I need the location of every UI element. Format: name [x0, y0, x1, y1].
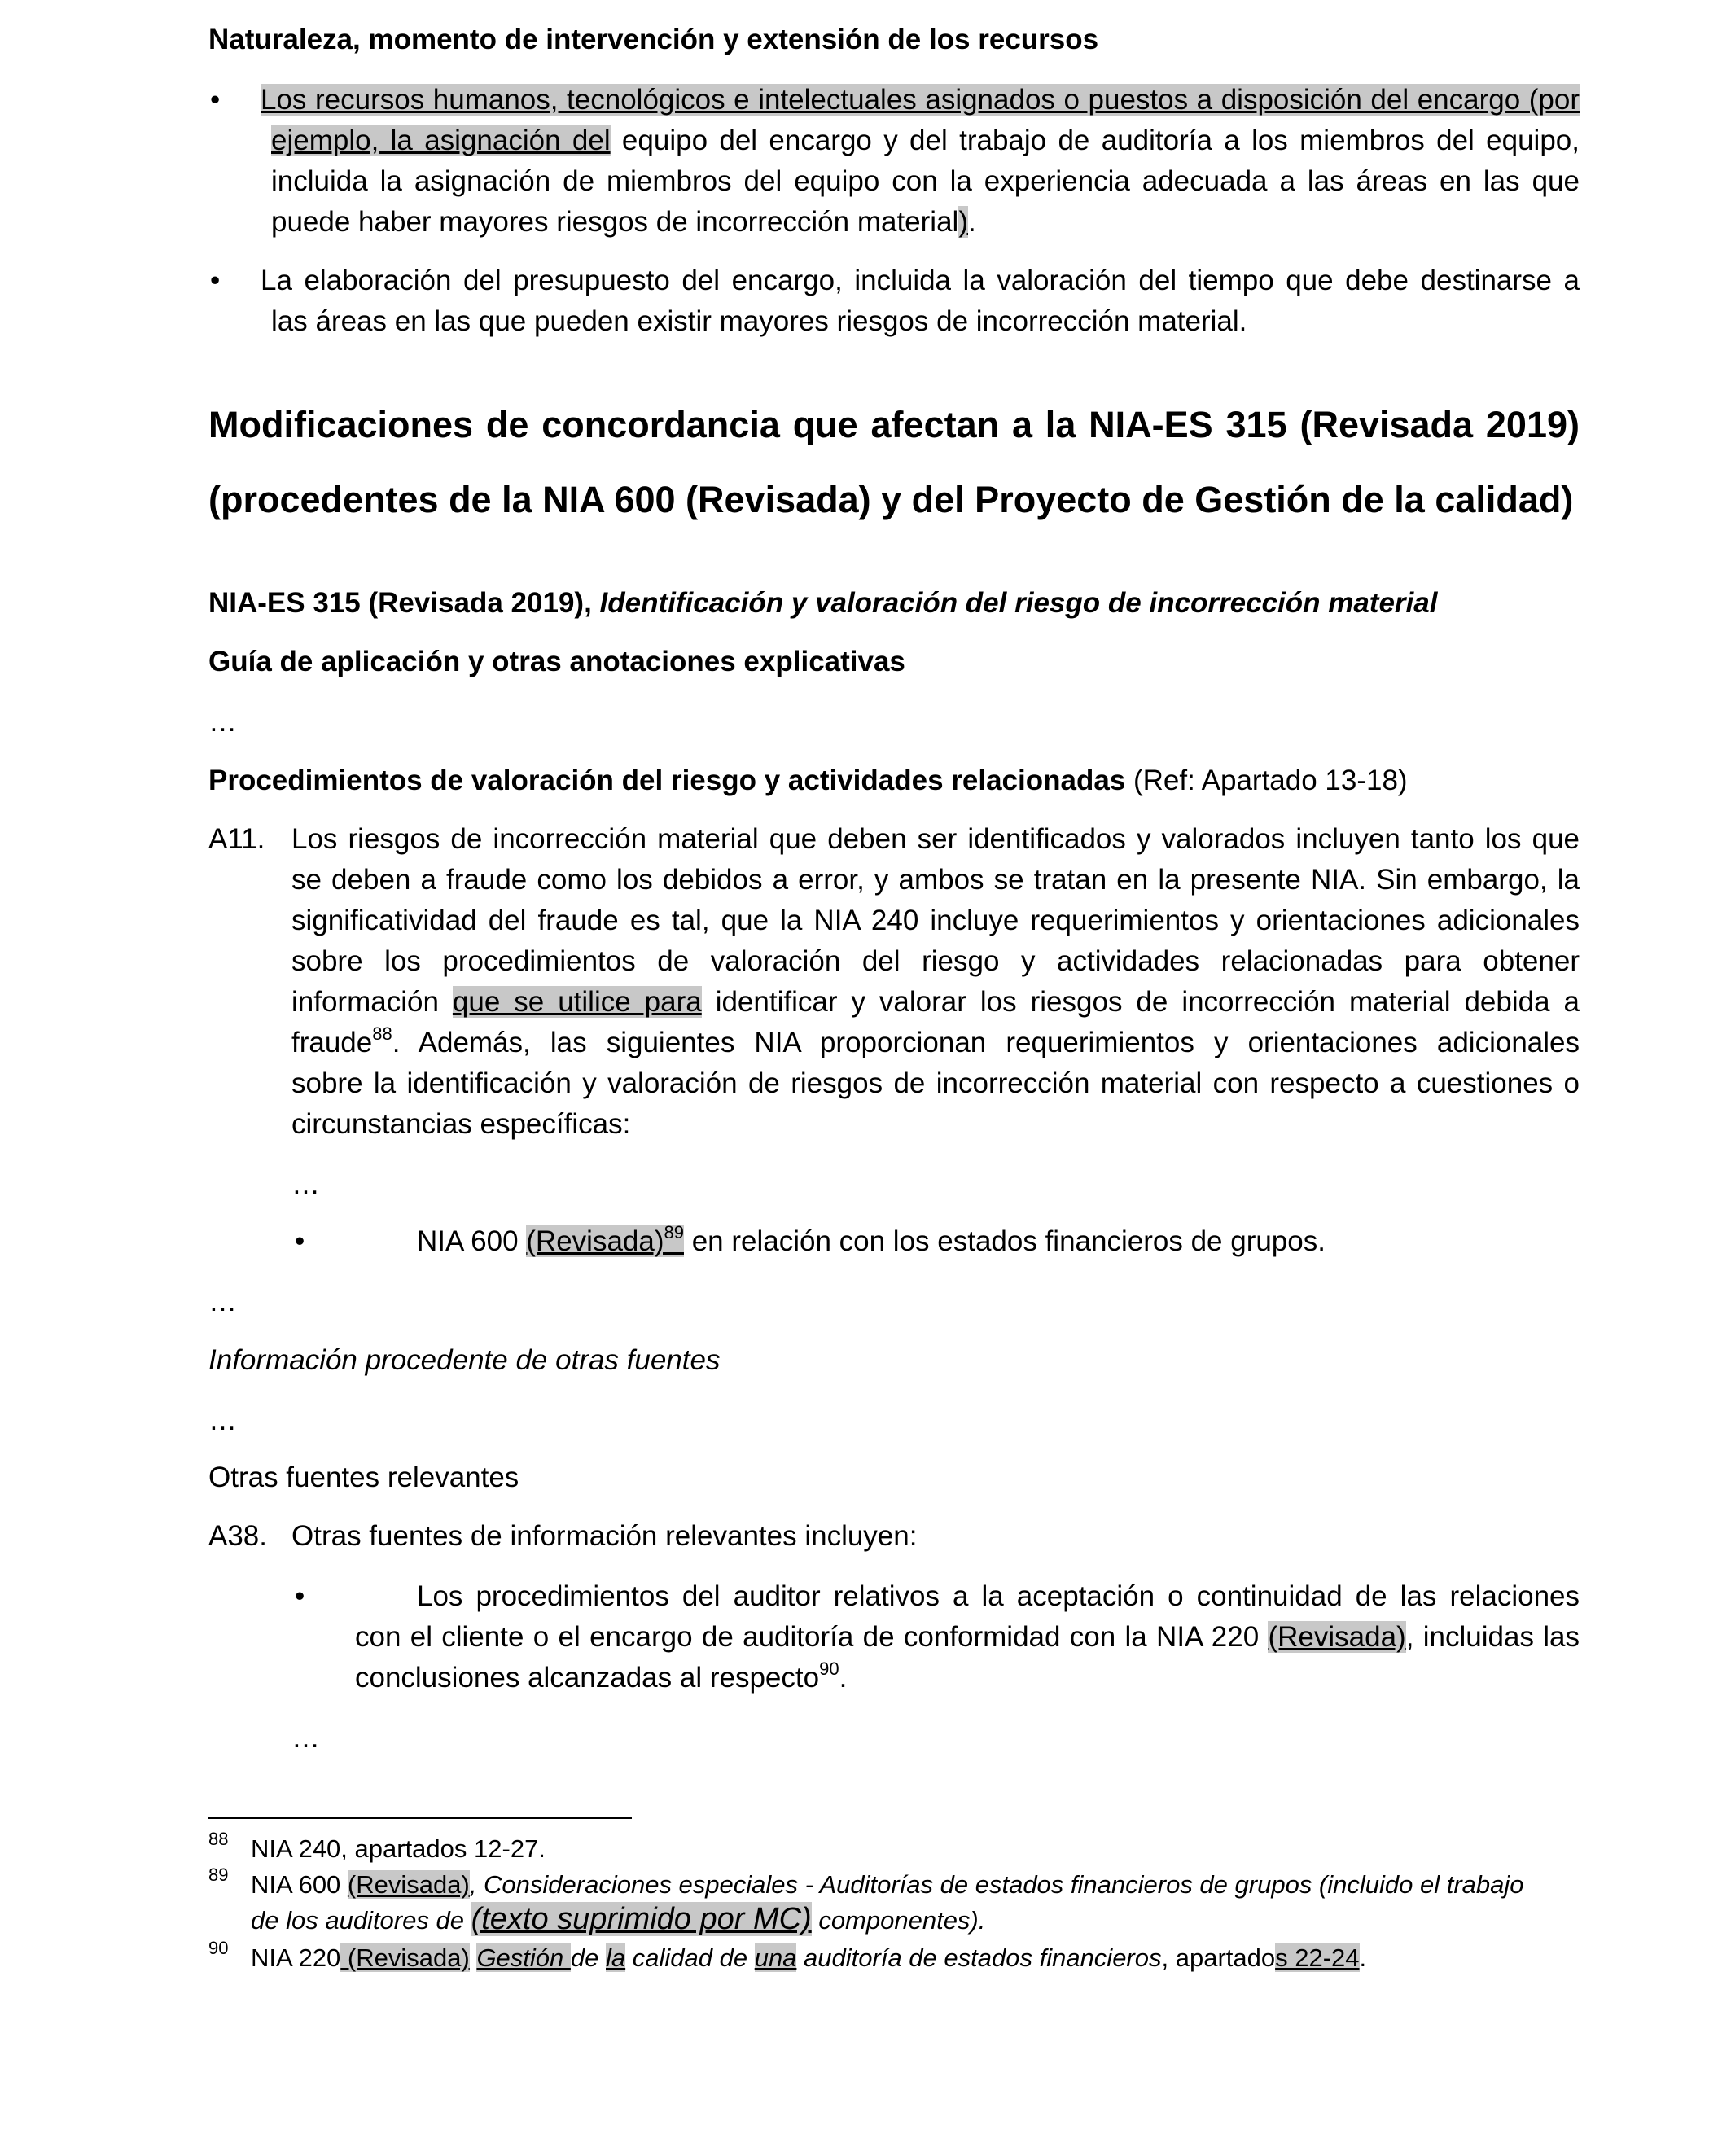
a11-bullet-nia-600: NIA 600 (Revisada)$^{89}$ en relación con los estados financieros de grupos. [417, 1222, 1326, 1257]
ellipsis: … [208, 1404, 237, 1436]
bullet-marker: • [295, 1580, 305, 1612]
section-heading: Naturaleza, momento de intervención y extensión de los recursos [208, 24, 1099, 55]
bullet-1-line-4: puede haber mayores riesgos de incorrección material). [271, 206, 976, 238]
bullet-marker: • [210, 84, 221, 116]
a11-line-1: Los riesgos de incorrección material que deben ser identificados y valorados incluyen tanto los que [291, 823, 1580, 855]
bullet-1-line-1: Los recursos humanos, tecnológicos e intelectuales asignados o puestos a disposición del encargo (por [261, 84, 1580, 116]
a11-line-2: se deben a fraude como los debidos a error, y ambos se tratan en la presente NIA. Sin embargo, la [291, 864, 1580, 896]
footnote-ref[interactable]: 88 [372, 1023, 392, 1045]
nia-title: NIA-ES 315 (Revisada 2019), Identificación y valoración del riesgo de incorrección material [208, 587, 1438, 619]
bullet-1-line-2: ejemplo, la asignación del equipo del encargo y del trabajo de auditoría a los miembros del equipo, [271, 125, 1580, 156]
footnote-separator [208, 1817, 632, 1819]
main-heading-line-2: (procedentes de la NIA 600 (Revisada) y del Proyecto de Gestión de la calidad) [208, 479, 1574, 520]
bullet-1-line-3: incluida la asignación de miembros del equipo con la experiencia adecuada a las áreas en las que [271, 165, 1580, 197]
other-sources-heading: Otras fuentes relevantes [208, 1461, 519, 1493]
paragraph-number: A11. [208, 823, 265, 855]
footnote-89-line-1: NIA 600 (Revisada), Consideraciones especiales - Auditorías de estados financieros de grupos (incluido el trabajo [251, 1870, 1524, 1899]
footnote-ref[interactable]: 89 [664, 1222, 684, 1243]
footnote-number: 88 [208, 1829, 229, 1849]
a38-bullet-line-1: Los procedimientos del auditor relativos a la aceptación o continuidad de las relaciones [417, 1580, 1580, 1612]
paragraph-number: A38. [208, 1520, 267, 1552]
ellipsis: … [291, 1168, 320, 1200]
bullet-marker: • [295, 1225, 305, 1257]
footnote-88: NIA 240, apartados 12-27. [251, 1834, 546, 1863]
a11-line-8: circunstancias específicas: [291, 1108, 631, 1140]
ellipsis: … [291, 1722, 320, 1754]
guide-heading: Guía de aplicación y otras anotaciones explicativas [208, 646, 905, 677]
footnote-90: NIA 220 (Revisada) Gestión de la calidad de una auditoría de estados financieros, apartados 22-24. [251, 1943, 1367, 1972]
info-heading: Información procedente de otras fuentes [208, 1344, 721, 1376]
procedures-heading: Procedimientos de valoración del riesgo y actividades relacionadas (Ref: Apartado 13-18) [208, 765, 1408, 796]
footnote-number: 90 [208, 1938, 229, 1958]
bullet-2-line-1: La elaboración del presupuesto del encargo, incluida la valoración del tiempo que debe destinarse a [261, 265, 1580, 296]
footnote-number: 89 [208, 1865, 229, 1885]
a11-line-3: significatividad del fraude es tal, que la NIA 240 incluye requerimientos y orientaciones adicionales [291, 905, 1580, 936]
a11-line-7: sobre la identificación y valoración de riesgos de incorrección material con respecto a cuestiones o [291, 1067, 1580, 1099]
a11-line-5: información que se utilice para identificar y valorar los riesgos de incorrección material debida a [291, 986, 1580, 1018]
ellipsis: … [208, 706, 237, 738]
a11-line-6: fraude$^{88}$. Además, las siguientes NIA proporcionan requerimientos y orientaciones adicionales [291, 1023, 1580, 1058]
a11-line-4: sobre los procedimientos de valoración del riesgo y actividades relacionadas para obtener [291, 945, 1580, 977]
footnote-89-line-2: de los auditores de (texto suprimido por MC) componentes). [251, 1902, 986, 1936]
main-heading-line-1: Modificaciones de concordancia que afectan a la NIA-ES 315 (Revisada 2019) [208, 404, 1580, 445]
ellipsis: … [208, 1286, 237, 1317]
bullet-marker: • [210, 265, 221, 296]
footnote-ref[interactable]: 90 [819, 1659, 839, 1680]
a38-intro: Otras fuentes de información relevantes incluyen: [291, 1520, 918, 1552]
a38-bullet-line-2: con el cliente o el encargo de auditoría de conformidad con la NIA 220 (Revisada), incluidas las [355, 1621, 1580, 1653]
bullet-2-line-2: las áreas en las que pueden existir mayores riesgos de incorrección material. [271, 305, 1247, 337]
a38-bullet-line-3: conclusiones alcanzadas al respecto$^{90}$. [355, 1659, 848, 1694]
